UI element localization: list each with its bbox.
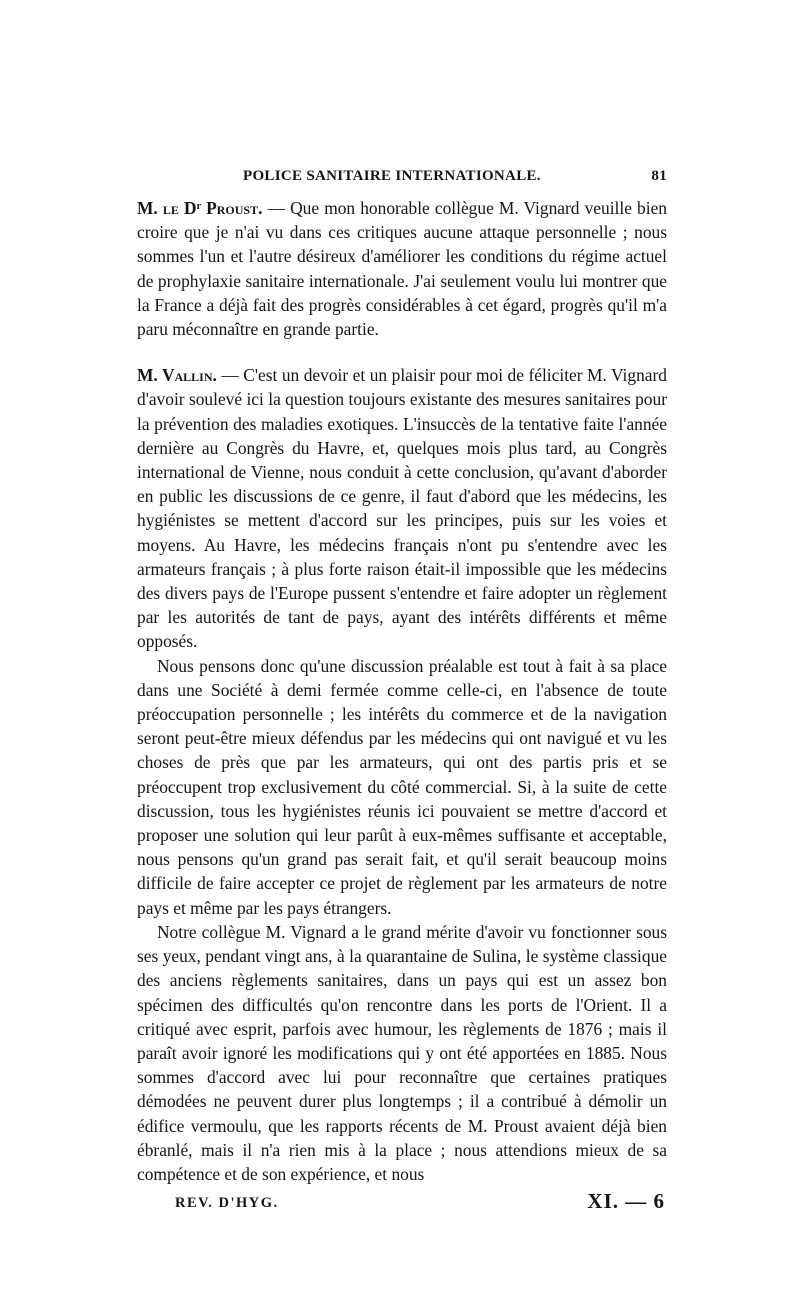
volume-mark: XI. — 6: [587, 1189, 665, 1214]
paragraph-text: Notre collègue M. Vignard a le grand mérite d'avoir vu fonctionner sous ses yeux, pendant vingt ans, à la quarantaine de Sulina, le système classique des anciens règlements sanitaires, dans un pays qui est un assez bon spécimen des difficultés qu'on rencontre dans les ports de l'Orient. Il a critiqué avec esprit, parfois avec humour, les règlements de 1876 ; mais il paraît avoir ignoré les modifications qui y ont été apportées en 1885. Nous sommes d'accord avec lui pour reconnaître que certaines pratiques démodées ne peuvent durer plus longtemps ; il a contribué à démolir un édifice vermoulu, que les rapports récents de M. Proust avaient déjà bien ébranlé, mais il n'a rien mis à la place ; nous attendions mieux de sa compétence et de son expérience, et nous: [137, 921, 667, 1184]
speaker-name: M. le Dʳ Proust.: [137, 198, 263, 218]
paragraph-text: — C'est un devoir et un plaisir pour moi de féliciter M. Vignard d'avoir soulevé ici la question toujours existante des mesures sanitaires pour la prévention des maladies exotiques. L'insuccès de la tentative faite l'année dernière au Congrès du Havre, et, quelques mois plus tard, au Congrès international de Vienne, nous conduit à cette conclusion, qu'avant d'aborder en public les discussions de ce genre, il faut d'abord que les médecins, les hygiénistes se mettent d'accord sur les principes, puis sur les voies et moyens. Au Havre, les médecins français n'ont pu s'entendre avec les armateurs français ; à plus forte raison était-il impossible que les médecins des divers pays de l'Europe pussent s'entendre et faire adopter un règlement par les autorités de tant de pays, ayant des intérêts différents et même opposés.: [137, 365, 667, 652]
body-text: [137, 196, 667, 1186]
page-number: 81: [651, 168, 667, 184]
paragraph-text: — Que mon honorable collègue M. Vignard veuille bien croire que je n'ai vu dans ces critiques aucune attaque personnelle ; nous sommes l'un et l'autre désireux d'améliorer les conditions du régime actuel de prophylaxie sanitaire internationale. J'ai seulement voulu lui montrer que la France a déjà fait des progrès considérables à cet égard, progrès qu'il m'a paru méconnaître en grande partie.: [137, 198, 667, 340]
paragraph-vallin: [137, 363, 667, 653]
running-title: POLICE SANITAIRE INTERNATIONALE.: [243, 168, 541, 184]
speaker-name: M. Vallin.: [137, 365, 217, 386]
paragraph-text: Nous pensons donc qu'une discussion préalable est tout à fait à sa place dans une Société à demi fermée comme celle-ci, en l'absence de toute préoccupation personnelle ; les intérêts du commerce et de la navigation seront peut-être mieux défendus par les médecins qui ont navigué et vu les choses de près que par les armateurs, qui ont des partis pris et se préoccupent trop exclusivement du côté commercial. Si, à la suite de cette discussion, tous les hygiénistes réunis ici pouvaient se mettre d'accord et proposer une solution qui leur parût à eux-mêmes suffisante et acceptable, nous pensons qu'un grand pas serait fait, et qu'il serait beaucoup moins difficile de faire accepter ce projet de règlement par les armateurs de notre pays et même par les pays étrangers.: [137, 655, 667, 918]
paragraph: [137, 920, 667, 1186]
signature-mark: REV. D'HYG.: [175, 1195, 279, 1212]
running-header: [137, 168, 667, 196]
paragraph-proust: [137, 196, 667, 341]
page-footer: [137, 1189, 667, 1219]
page: [137, 168, 667, 1219]
paragraph: [137, 654, 667, 920]
